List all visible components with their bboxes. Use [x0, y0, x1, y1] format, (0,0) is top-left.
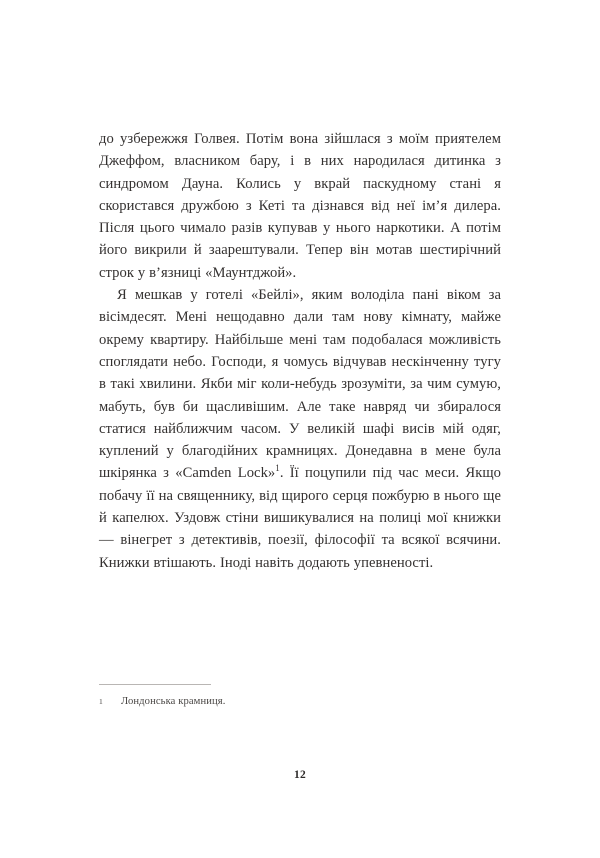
footnote-marker: 1 — [99, 697, 103, 706]
paragraph-continued — [99, 128, 501, 284]
paragraph-hotel-text-part-2: . Її поцупили під час меси. Якщо побачу її на священнику, від щирого серця пожбурю в нього ще й капелюх. Уздовж стіни вишикувалися на полиці мої книжки — вінегрет з детективів, поезії, філософії та всякої всячини. Книжки втішають. Іноді навіть додають упевненості. — [99, 465, 501, 571]
footnote-item — [99, 694, 501, 709]
paragraph-hotel-text-part-1: Я мешкав у готелі «Бейлі», яким володіла пані віком за вісімдесят. Мені нещодавно дали там нову кімнату, майже окрему квартиру. Найбільше мені там подобалася можливість споглядати небо. Господи, я чомусь відчував нескінченну тугу в такі хвилини. Якби міг коли-небудь зрозуміти, за чим сумую, мабуть, був би щасливішим. Але таке навряд чи збиралося статися найближчим часом. У великій шафі висів мій одяг, куплений у благодійних крамницях. Донедавна в мене була шкірянка з «Camden Lock» — [99, 287, 501, 482]
page-number: 12 — [293, 769, 307, 781]
footnote-area — [99, 684, 501, 709]
paragraph-hotel — [99, 284, 501, 574]
page-text-block — [99, 128, 501, 574]
footnote-text: Лондонська крамниця. — [121, 696, 226, 707]
footnote-reference-1[interactable]: 1 — [275, 463, 280, 474]
paragraph-continued-text: до узбережжя Голвея. Потім вона зійшлася з моїм приятелем Джеффом, власником бару, і в них народилася дитинка з синдромом Дауна. Колись у вкрай паскудному стані я скористався дружбою з Кеті та дізнався від неї ім’я дилера. Після цього чимало разів купував у нього наркотики. А потім його викрили й заарештували. Тепер він мотав шестирічний строк у в’язниці «Маунтджой». — [99, 131, 501, 281]
footnote-separator-rule — [99, 684, 211, 685]
